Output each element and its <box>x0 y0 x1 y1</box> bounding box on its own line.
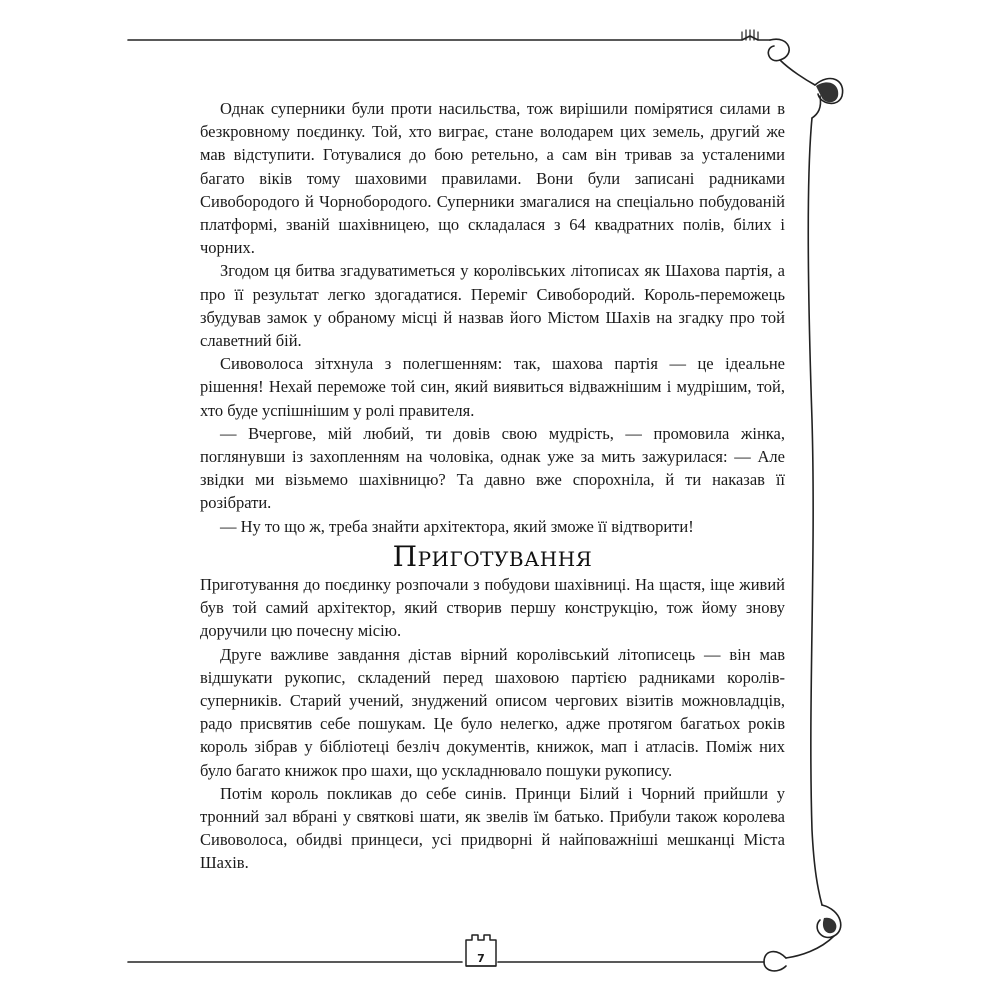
paragraph: Потім король покликав до себе синів. Принци Білий і Чорний прийшли у тронний зал вбрані у святкові шати, як звелів їм батько. Прибули також королева Сивоволоса, обидві принцеси, усі придворні й найповажніші мешканці Міста Шахів. <box>200 783 785 873</box>
paragraph: — Вчергове, мій любий, ти довів свою мудрість, — промовила жінка, поглянувши із захопленням на чоловіка, однак уже за мить зажурилася: — Але звідки ми візьмемо шахівницю? Та давно вже спорохніла, й ти наказав її розібрати. <box>200 423 785 513</box>
paragraph: Друге важливе завдання дістав вірний королівський літописець — він мав відшукати рукопис, складений перед шаховою партією радниками королів-суперників. Старий учений, знуджений описом чергових візитів можновладців, радо присвятив себе пошукам. Це було нелегко, адже протягом багатьох років король зібрав у бібліотеці безліч документів, книжок, мап і атласів. Поміж них було багато книжок про шахи, що ускладнювало пошуки рукопису. <box>200 644 785 780</box>
text-section-2 <box>200 573 785 875</box>
paragraph: Згодом ця битва згадуватиметься у королівських літописах як Шахова партія, а про її результат легко здогадатися. Переміг Сивобородий. Король-переможець збудував замок у обраному місці й назвав його Містом Шахів на згадку про той славетний бій. <box>200 261 785 351</box>
paragraph: Приготування до поєдинку розпочали з побудови шахівниці. На щастя, іще живий був той самий архітектор, який створив першу конструкцію, тож йому знову доручили цю почесну місію. <box>200 575 785 641</box>
paragraph: Сивоволоса зітхнула з полегшенням: так, шахова партія — це ідеальне рішення! Нехай переможе той син, який виявиться відважнішим і мудрішим, той, хто буде успішнішим у ролі правителя. <box>200 354 785 420</box>
page-number: 7 <box>477 952 485 965</box>
section-heading: Приготування <box>392 540 593 573</box>
paragraph: Однак суперники були проти насильства, тож вирішили помірятися силами в безкровному поєдинку. Той, хто виграє, стане володарем цих земель, другий же мав відступити. Готувалися до бою ретельно, а сам він тривав за усталеними багато віків тому шаховими правилами. Вони були записані радниками Сивобородого й Чорнобородого. Суперники змагалися на спеціально побудованій платформі, званій шахівницею, що складалася з 64 квадратних полів, білих і чорних. <box>200 99 785 258</box>
text-section-1 <box>200 97 785 538</box>
paragraph: — Ну то що ж, треба знайти архітектора, який зможе її відтворити! <box>220 516 694 536</box>
